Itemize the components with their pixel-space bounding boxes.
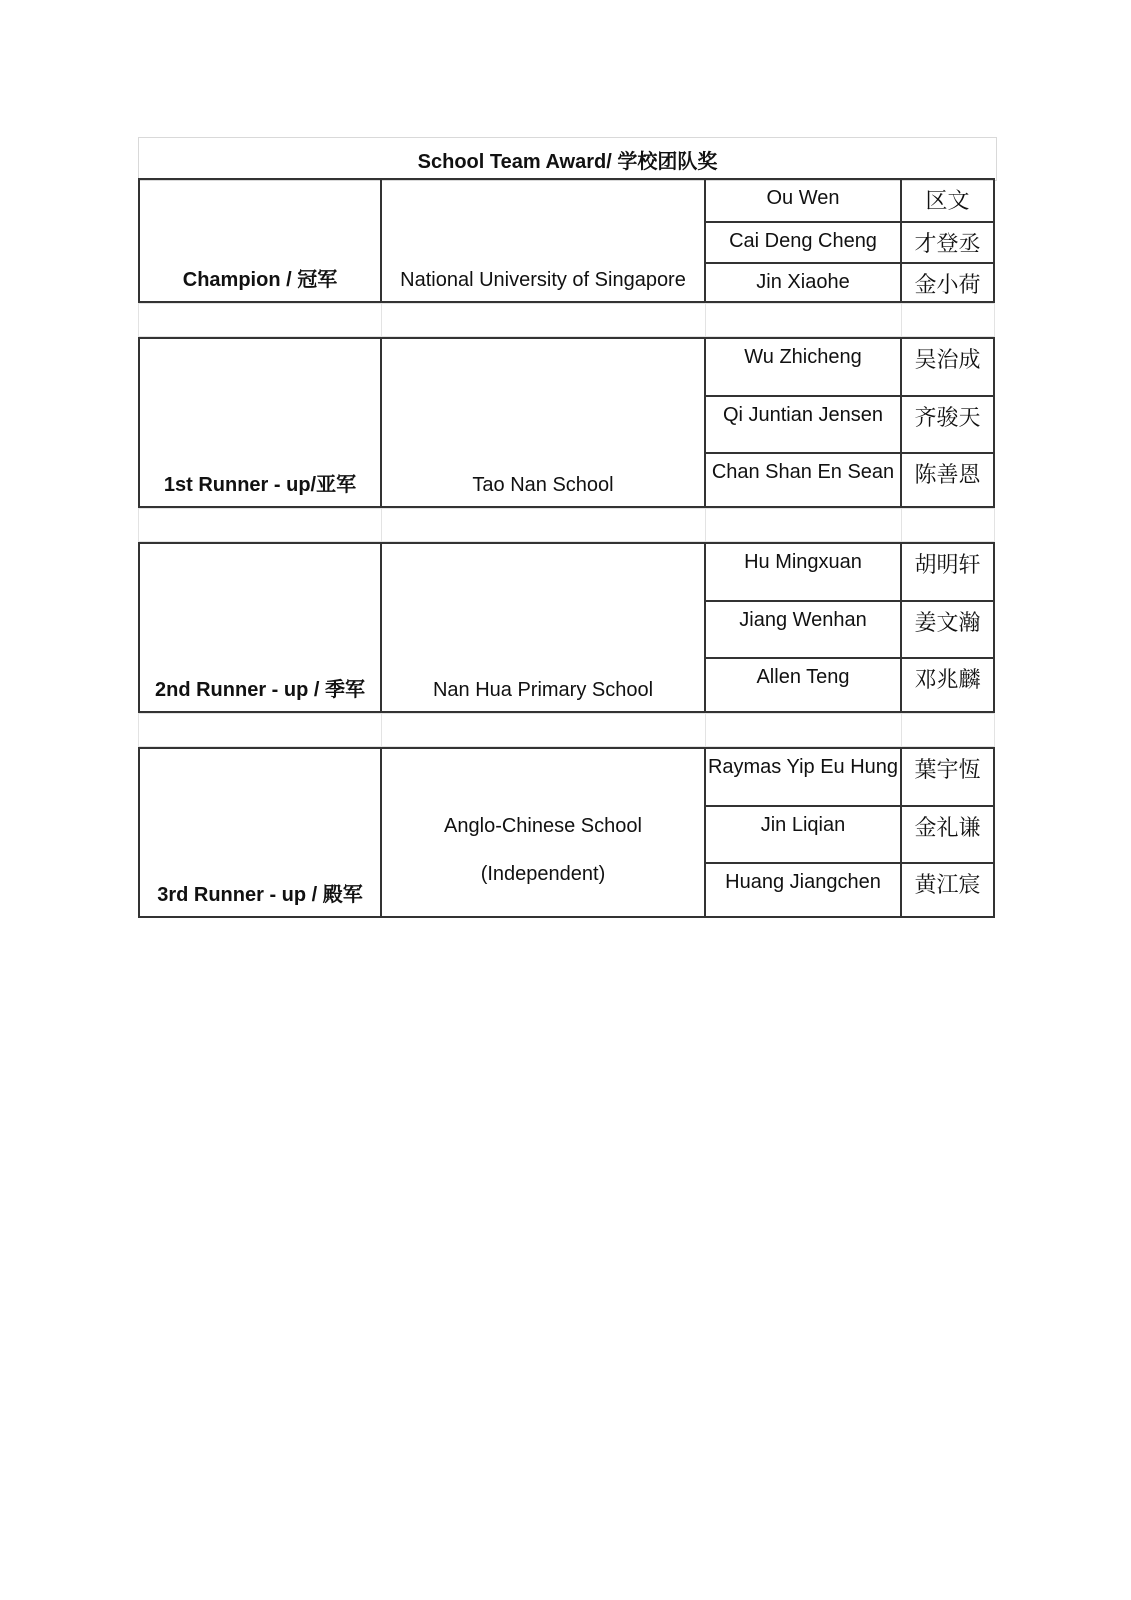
award-label: 1st Runner - up/亚军: [140, 339, 382, 506]
team-block-2nd-runner-up: [138, 542, 995, 713]
school-name-line: Tao Nan School: [472, 474, 614, 496]
member-row: [706, 544, 993, 600]
member-name-zh: 姜文瀚: [914, 611, 981, 636]
member-list: [706, 180, 993, 301]
member-name-zh: 才登丞: [914, 232, 981, 257]
school-name: [382, 544, 706, 711]
school-name: [382, 339, 706, 506]
member-name-en: Raymas Yip Eu Hung: [706, 749, 902, 805]
member-name-en: Jin Liqian: [706, 807, 902, 862]
member-name-en: Wu Zhicheng: [706, 339, 902, 395]
member-row: [706, 657, 993, 711]
member-name-zh: 吴治成: [914, 348, 981, 373]
member-name-en: Ou Wen: [706, 180, 902, 221]
member-name-en: Jiang Wenhan: [706, 602, 902, 657]
member-name-en: Huang Jiangchen: [706, 864, 902, 916]
member-row: [706, 805, 993, 862]
spacer-row: [138, 303, 995, 337]
team-block-champion: [138, 178, 995, 303]
member-name-en: Jin Xiaohe: [706, 264, 902, 301]
member-name-zh: 区文: [925, 189, 970, 214]
school-name-line: (Independent): [480, 863, 606, 885]
member-list: [706, 339, 993, 506]
award-label: Champion / 冠军: [140, 180, 382, 301]
member-name-en: Allen Teng: [706, 659, 902, 711]
school-name: [382, 749, 706, 916]
member-row: [706, 262, 993, 301]
member-name-en: Hu Mingxuan: [706, 544, 902, 600]
table-title: School Team Award/ 学校团队奖: [138, 137, 997, 181]
school-name-line: Anglo-Chinese School: [444, 815, 642, 837]
member-row: [706, 862, 993, 916]
school-name: [382, 180, 706, 301]
member-name-zh: 金小荷: [914, 273, 981, 298]
member-name-zh: 黄江宸: [914, 873, 981, 898]
member-name-en: Chan Shan En Sean: [706, 454, 902, 506]
member-list: [706, 749, 993, 916]
school-name-line: National University of Singapore: [400, 269, 686, 291]
member-row: [706, 600, 993, 657]
member-name-zh: 齐骏天: [914, 406, 981, 431]
member-name-zh: 胡明轩: [914, 553, 981, 578]
member-name-en: Cai Deng Cheng: [706, 223, 902, 262]
team-block-1st-runner-up: [138, 337, 995, 508]
spacer-row: [138, 508, 995, 542]
award-label: 3rd Runner - up / 殿军: [140, 749, 382, 916]
spacer-row: [138, 713, 995, 747]
member-row: [706, 339, 993, 395]
member-list: [706, 544, 993, 711]
member-row: [706, 221, 993, 262]
member-name-zh: 葉宇恆: [914, 758, 981, 783]
member-row: [706, 749, 993, 805]
member-row: [706, 180, 993, 221]
member-name-zh: 金礼谦: [914, 816, 981, 841]
member-name-zh: 邓兆麟: [914, 668, 981, 693]
school-name-line: Nan Hua Primary School: [432, 679, 654, 701]
award-label: 2nd Runner - up / 季军: [140, 544, 382, 711]
member-name-en: Qi Juntian Jensen: [706, 397, 902, 452]
member-row: [706, 452, 993, 506]
team-block-3rd-runner-up: [138, 747, 995, 918]
member-name-zh: 陈善恩: [914, 463, 981, 488]
member-row: [706, 395, 993, 452]
